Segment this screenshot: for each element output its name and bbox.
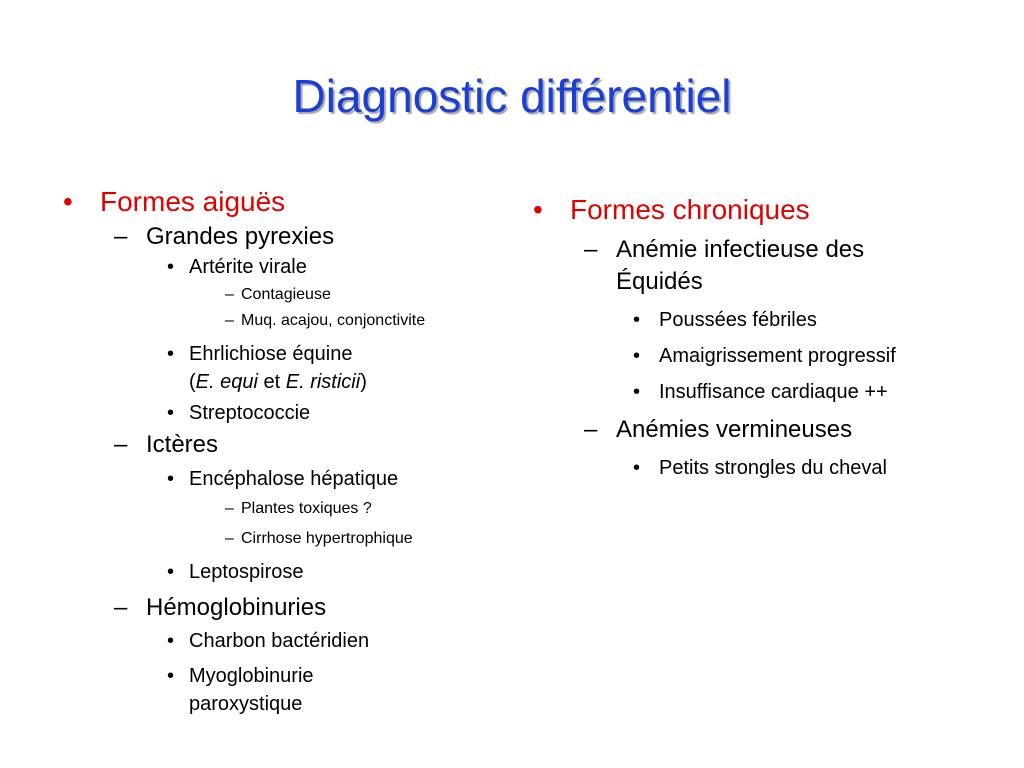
dash-marker: –	[114, 431, 128, 458]
bullet-marker: •	[167, 256, 175, 278]
bullet-marker: •	[533, 194, 543, 225]
item-ehrlichiose-species: (E. equi et E. risticii)	[189, 371, 367, 393]
heading-formes-chroniques: • Formes chroniques	[533, 190, 983, 230]
item-ehrlichiose: • Ehrlichiose équine	[167, 340, 503, 368]
item-charbon: • Charbon bactéridien	[167, 626, 503, 656]
item-anemie-infectieuse: – Anémie infectieuse des	[584, 234, 983, 266]
item-encephalose: • Encéphalose hépatique	[167, 464, 503, 494]
item-cirrhose: – Cirrhose hypertrophique	[225, 524, 503, 554]
dash-marker: –	[584, 236, 598, 263]
left-column	[63, 182, 503, 718]
bullet-marker: •	[63, 186, 73, 217]
item-petits-strongles: • Petits strongles du cheval	[633, 450, 983, 486]
dash-marker: –	[584, 416, 598, 443]
item-myoglobinurie: • Myoglobinurie	[167, 662, 503, 690]
bullet-marker: •	[167, 561, 175, 583]
species-e-risticii: E. risticii	[285, 371, 361, 393]
item-insuffisance: • Insuffisance cardiaque ++	[633, 374, 983, 410]
item-myoglobinurie-cont: paroxystique	[189, 693, 303, 715]
item-poussees-febriles: • Poussées fébriles	[633, 302, 983, 338]
item-hemoglobinuries: – Hémoglobinuries	[114, 594, 327, 621]
dash-marker: –	[114, 594, 128, 621]
species-e-equi: E. equi	[195, 371, 258, 393]
item-arterite-virale: • Artérite virale	[167, 252, 503, 282]
bullet-marker: •	[633, 381, 641, 403]
heading-formes-aigues: • Formes aiguës	[63, 182, 503, 222]
dash-marker: –	[225, 500, 234, 517]
bullet-marker: •	[633, 457, 641, 479]
item-grandes-pyrexies: – Grandes pyrexies	[114, 223, 335, 250]
dash-marker: –	[114, 223, 128, 250]
item-leptospirose: • Leptospirose	[167, 557, 503, 587]
item-streptococcie: • Streptococcie	[167, 398, 503, 428]
item-anemies-vermineuses: – Anémies vermineuses	[584, 414, 983, 446]
item-amaigrissement: • Amaigrissement progressif	[633, 338, 983, 374]
item-anemie-infectieuse-cont: Équidés	[616, 268, 703, 295]
item-muq-acajou: – Muq. acajou, conjonctivite	[225, 308, 503, 334]
item-plantes-toxiques: – Plantes toxiques ?	[225, 494, 503, 524]
dash-marker: –	[225, 286, 234, 303]
item-contagieuse: – Contagieuse	[225, 282, 503, 308]
bullet-marker: •	[167, 402, 175, 424]
bullet-marker: •	[167, 343, 175, 365]
bullet-marker: •	[633, 309, 641, 331]
right-column	[533, 182, 983, 486]
bullet-marker: •	[633, 345, 641, 367]
dash-marker: –	[225, 312, 234, 329]
bullet-marker: •	[167, 630, 175, 652]
dash-marker: –	[225, 530, 234, 547]
slide-title: Diagnostic différentiel	[292, 70, 732, 122]
item-icteres: – Ictères	[114, 431, 219, 458]
bullet-marker: •	[167, 665, 175, 687]
bullet-marker: •	[167, 468, 175, 490]
